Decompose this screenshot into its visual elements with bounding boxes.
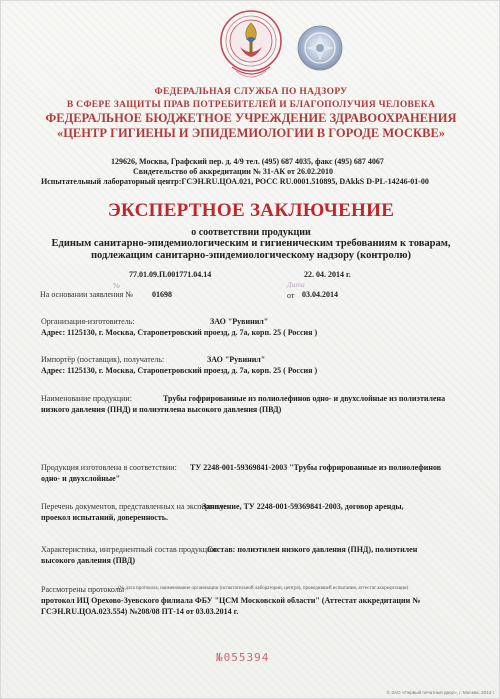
serial-number: №055394 [216,651,270,664]
hologram-seal-icon [297,25,343,71]
application-from: от [287,291,295,300]
product-name-line-2: низкого давления (ПНД) и полиэтилена высокого давления (ПВД) [41,405,282,414]
protocols-label: Рассмотрены протоколы [41,585,125,594]
application-number: 01698 [152,290,172,299]
agency-line-1: ФЕДЕРАЛЬНАЯ СЛУЖБА ПО НАДЗОРУ [154,87,348,97]
application-date: 03.04.2014 [302,290,338,299]
rospotrebnadzor-emblem-icon [218,7,284,87]
manufacturer-name: ЗАО "Рувинил" [210,317,269,326]
characteristics-label: Характеристика, ингредиентный состав продукции: [41,545,218,554]
institution-line-1: ФЕДЕРАЛЬНОЕ БЮДЖЕТНОЕ УЧРЕЖДЕНИЕ ЗДРАВООХРАНЕНИЯ [45,111,457,125]
manufacturer-address: Адрес: 1125130, г. Москва, Старопетровский проезд, д. 7а, корп. 25 ( Россия ) [41,328,318,337]
documents-label: Перечень документов, представленных на экспертизу: [41,502,226,511]
date-label: Дата [287,280,305,289]
characteristics-value-line-2: высокого давления (ПВД) [41,556,135,565]
protocols-value-line-1: протокол ИЦ Орехово-Зуевского филиала ФБУ "ЦСМ Московской области" (Аттестат аккредитации № [41,596,421,605]
agency-line-2: В СФЕРЕ ЗАЩИТЫ ПРАВ ПОТРЕБИТЕЛЕЙ И БЛАГОПОЛУЧИЯ ЧЕЛОВЕКА [66,100,436,110]
standard-value-line-2: одно- и двухслойные" [41,474,121,483]
institution-line-2: «ЦЕНТР ГИГИЕНЫ И ЭПИДЕМИОЛОГИИ В ГОРОДЕ МОСКВЕ» [56,126,446,140]
importer-address: Адрес: 1125130, г. Москва, Старопетровский проезд, д. 7а, корп. 25 ( Россия ) [41,366,318,375]
registration-date: 22. 04. 2014 г. [304,270,351,279]
registration-number: 77.01.09.П.001771.04.14 [129,270,212,279]
documents-value-line-2: проекол испытаний, доверенность. [41,513,169,522]
manufacturer-label: Организация-изготовитель: [41,317,135,326]
product-name-line-1: Трубы гофрированные из полиолефинов одно- и двухслойные из полиэтилена [163,394,446,403]
standard-value-line-1: ТУ 2248-001-59369841-2003 "Трубы гофрированные из полиолефинов [190,463,442,472]
subtitle-line-1: о соответствии продукции [191,227,311,238]
number-sign: № [113,281,121,290]
characteristics-value-line-1: Состав: полиэтилен низкого давления (ПНД), полиэтилен [207,545,418,554]
application-label: На основании заявления № [40,290,133,299]
product-label: Наименование продукции: [41,394,132,403]
protocols-value-line-2: ГСЭН.RU.ЦОА.023.554) №208/08 ПТ-14 от 03.03.2014 г. [41,607,239,616]
documents-value-line-1: Заявление, ТУ 2248-001-59369841-2003, договор аренды, [202,502,404,511]
protocols-note: (№,дата протокола, наименование организации (испытательной лаборатории, центра), проводившей испытания, аттестат аккредитации) [118,586,409,591]
importer-name: ЗАО "Рувинил" [207,355,266,364]
document-title: ЭКСПЕРТНОЕ ЗАКЛЮЧЕНИЕ [107,200,395,221]
importer-label: Импортёр (поставщик), получатель: [41,355,165,364]
address-phone: 129626, Москва, Графский пер. д. 4/9 тел. (495) 687 4035, факс (495) 687 4067 [111,157,384,166]
standard-label: Продукция изготовлена в соответствии: [41,463,177,472]
subtitle-line-3: подлежащим санитарно-эпидемиологическому надзору (контролю) [90,250,412,261]
printer-imprint: © ЗАО «Первый печатный двор», г. Москва, 2013 г. [386,690,495,695]
lab-center-line: Испытательный лабораторный центр:ГСЭН.RU.ЦОА.021, РОСС RU.0001.510895, DAkkS D-PL-14246-01-00 [41,177,429,186]
accreditation-line: Свидетельство об аккредитации № 31-АК от 26.02.2010 [133,167,333,176]
subtitle-line-2: Единым санитарно-эпидемиологическим и гигиеническим требованиям к товарам, [51,238,451,249]
